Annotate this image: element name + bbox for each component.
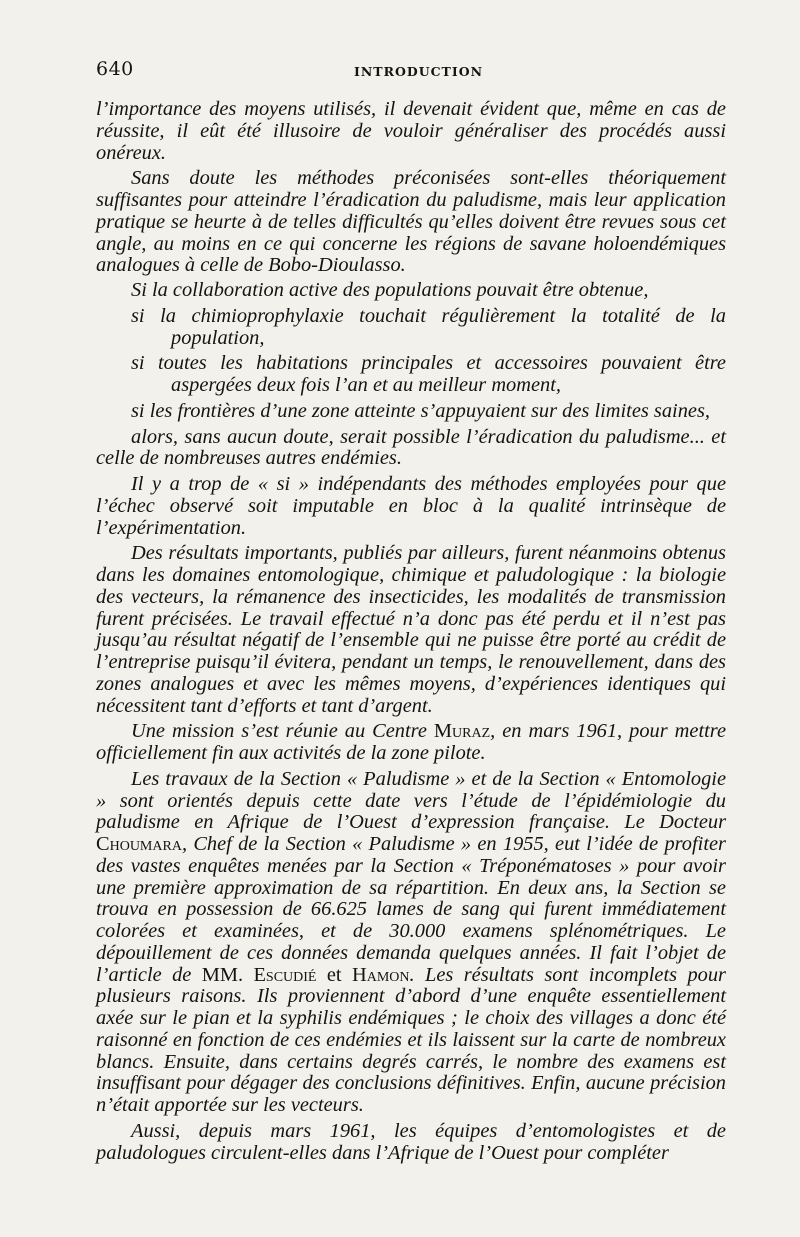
- page-header: [96, 58, 726, 88]
- paragraph-since-1961: Aussi, depuis mars 1961, les équipes d’entomologistes et de paludologues circulent-elles dans l’Afrique de l’Ouest pour compléter: [96, 1119, 726, 1164]
- person-name-choumara: Choumara: [96, 833, 182, 855]
- running-title: INTRODUCTION: [354, 64, 484, 79]
- paragraph-methods: Sans doute les méthodes préconisées sont-elles théoriquement suffisantes pour atteindre l’éradication du paludisme, mais leur application pratique se heurte à de telles difficultés qu’elles doivent être revues sous cet angle, au moins en ce qui concerne les régions de savane holoendémiques analogues à celle de Bobo-Dioulasso.: [96, 167, 726, 277]
- conjunction-et: et: [326, 963, 342, 986]
- condition-borders: si les frontières d’une zone atteinte s’appuyaient sur des limites saines,: [131, 399, 710, 422]
- paragraph-conclusion: alors, sans aucun doute, serait possible l’éradication du paludisme... et celle de nombreuses autres endémies.: [96, 425, 726, 470]
- honorific-mm: MM.: [201, 963, 244, 986]
- person-name-escudie: Escudié: [253, 963, 317, 986]
- sections-text-middle: , Chef de la Section « Paludisme » en 1955, eut l’idée de profiter des vastes enquêtes menées par la Section « Tréponématoses » pour avoir une première approximation de sa répartition. En deux ans, la Section se trouva en possession de 66.625 lames de sang qui furent immédiatement colorées et examinées, et de 30.000 examens splénométriques. Le dépouillement de ces données demanda quelques années. Il fait l’objet de l’article de: [96, 833, 726, 986]
- mission-text-end: , en mars 1961, pour mettre officiellement fin aux activités de la zone pilote.: [96, 720, 727, 764]
- sections-text-end: . Les résultats sont incomplets pour plusieurs raisons. Ils proviennent d’abord d’une enquête essentiellement axée sur le pian et la syphilis endémiques ; le choix des villages a donc été raisonné en fonction de ces endémies et ils laissent sur la carte de nombreux blancs. Ensuite, dans certains degrés carrés, le nombre des examens est insuffisant pour dégager des conclusions définitives. Enfin, aucune précision n’était apportée sur les vecteurs.: [96, 963, 726, 1116]
- person-name-hamon: Hamon: [351, 963, 410, 986]
- sections-text-start: Les travaux de la Section « Paludisme » et de la Section « Entomologie » sont orientés depuis cette date vers l’étude de l’épidémiologie du paludisme en Afrique de l’Ouest d’expression française. Le Docteur: [96, 767, 726, 834]
- page-number: 640: [96, 58, 134, 80]
- paragraph-mission: [96, 721, 726, 765]
- paragraph-sections-work: [96, 769, 726, 1117]
- condition-collaboration: Si la collaboration active des populations pouvait être obtenue,: [131, 279, 649, 301]
- condition-chemoprophylaxis: si la chimioprophylaxie touchait régulièrement la totalité de la population,: [131, 304, 726, 349]
- paragraph-results: Des résultats importants, publiés par ailleurs, furent néanmoins obtenus dans les domaines entomologique, chimique et paludologique : la biologie des vecteurs, la rémanence des insecticides, les modalités de transmission furent précisées. Le travail effectué n’a donc pas été perdu et il n’est pas jusqu’au résultat négatif de l’ensemble qui ne puisse être porté au crédit de l’entreprise puisqu’il évitera, pendant un temps, le renouvellement, dans des zones analogues et avec les mêmes moyens, d’expériences identiques qui nécessitent tant d’efforts et tant d’argent.: [96, 542, 726, 717]
- paragraph-too-many-ifs: Il y a trop de « si » indépendants des méthodes employées pour que l’échec observé soit imputable en bloc à la qualité intrinsèque de l’expérimentation.: [96, 473, 726, 539]
- mission-text-start: Une mission s’est réunie au Centre: [131, 720, 434, 743]
- condition-housing: si toutes les habitations principales et accessoires pouvaient être aspergées deux fois l’an et au meilleur moment,: [131, 352, 726, 396]
- person-name-muraz: Muraz: [433, 720, 491, 743]
- paragraph-continued: l’importance des moyens utilisés, il devenait évident que, même en cas de réussite, il eût été illusoire de vouloir généraliser des procédés aussi onéreux.: [96, 98, 726, 164]
- body-text: [96, 99, 726, 1164]
